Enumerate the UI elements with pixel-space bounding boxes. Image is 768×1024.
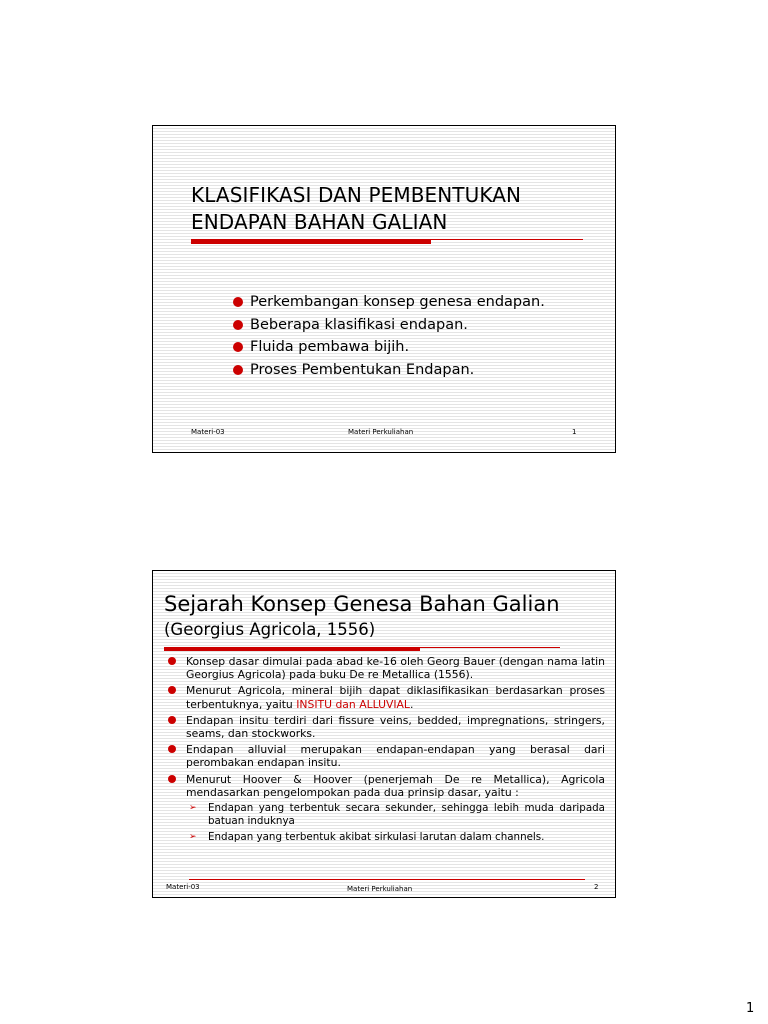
title-underline-thick (191, 239, 431, 244)
slide-2-footer-page: 2 (594, 883, 599, 891)
arrow-bullet-icon: ➢ (189, 803, 197, 814)
slide-1-footer-left: Materi-03 (191, 428, 225, 436)
page-number: 1 (746, 1001, 755, 1016)
slide-2-bullet-list (166, 655, 605, 846)
arrow-bullet-icon: ➢ (189, 831, 197, 842)
highlight-text: INSITU dan ALLUVIAL (296, 697, 410, 711)
bullet-dot-icon (233, 320, 243, 330)
slide-2-title: Sejarah Konsep Genesa Bahan Galian (164, 592, 560, 616)
list-item: Menurut Hoover & Hoover (penerjemah De re Metallica), Agricola mendasarkan pengelompokan pada dua prinsip dasar, yaitu : ➢ Endapan yang terbentuk secara sekunder, sehingga lebih muda daripada batuan induknya ➢ Endapan yang terbentuk akibat sirkulasi larutan dalam channels. (166, 773, 605, 844)
slide-1-footer-page: 1 (572, 428, 577, 436)
bullet-dot-icon (233, 342, 243, 352)
slide-1-bullet-list (233, 291, 603, 381)
slide-2-footer-left: Materi-03 (166, 883, 200, 891)
list-item: Proses Pembentukan Endapan. (233, 359, 603, 382)
slide-2-footer-center: Materi Perkuliahan (347, 885, 413, 893)
list-item: Endapan alluvial merupakan endapan-endapan yang berasal dari perombakan endapan insitu. (166, 743, 605, 769)
sub-bullet-list (186, 802, 605, 843)
title-underline-thin (420, 647, 560, 648)
footer-rule (189, 879, 585, 880)
sub-list-item: ➢ Endapan yang terbentuk secara sekunder, sehingga lebih muda daripada batuan induknya (189, 802, 605, 827)
slide-1-footer-center: Materi Perkuliahan (348, 428, 414, 436)
bullet-dot-icon (168, 716, 176, 724)
slide-2-subtitle: (Georgius Agricola, 1556) (164, 620, 376, 639)
list-item: Konsep dasar dimulai pada abad ke-16 oleh Georg Bauer (dengan nama latin Georgius Agricola) pada buku De re Metallica (1556). (166, 655, 605, 681)
title-underline-thick (164, 647, 420, 651)
slide-1-title (191, 182, 591, 236)
slide-2 (152, 570, 616, 898)
slide-1-title-line-1: KLASIFIKASI DAN PEMBENTUKAN (191, 183, 522, 207)
slide-1-title-line-2: ENDAPAN BAHAN GALIAN (191, 210, 448, 234)
sub-list-item: ➢ Endapan yang terbentuk akibat sirkulasi larutan dalam channels. (189, 830, 545, 843)
bullet-dot-icon (168, 657, 176, 665)
list-item: Endapan insitu terdiri dari fissure veins, bedded, impregnations, stringers, seams, dan stockworks. (166, 714, 605, 740)
list-item: Perkembangan konsep genesa endapan. (233, 291, 603, 314)
bullet-dot-icon (168, 686, 176, 694)
slide-1 (152, 125, 616, 453)
list-item: Fluida pembawa bijih. (233, 336, 603, 359)
bullet-dot-icon (233, 365, 243, 375)
list-item: Beberapa klasifikasi endapan. (233, 314, 603, 337)
title-underline-thin (431, 239, 583, 240)
bullet-dot-icon (233, 297, 243, 307)
list-item: Menurut Agricola, mineral bijih dapat diklasifikasikan berdasarkan proses terbentuknya, yaitu INSITU dan ALLUVIAL. (166, 684, 605, 710)
bullet-dot-icon (168, 775, 176, 783)
bullet-dot-icon (168, 745, 176, 753)
